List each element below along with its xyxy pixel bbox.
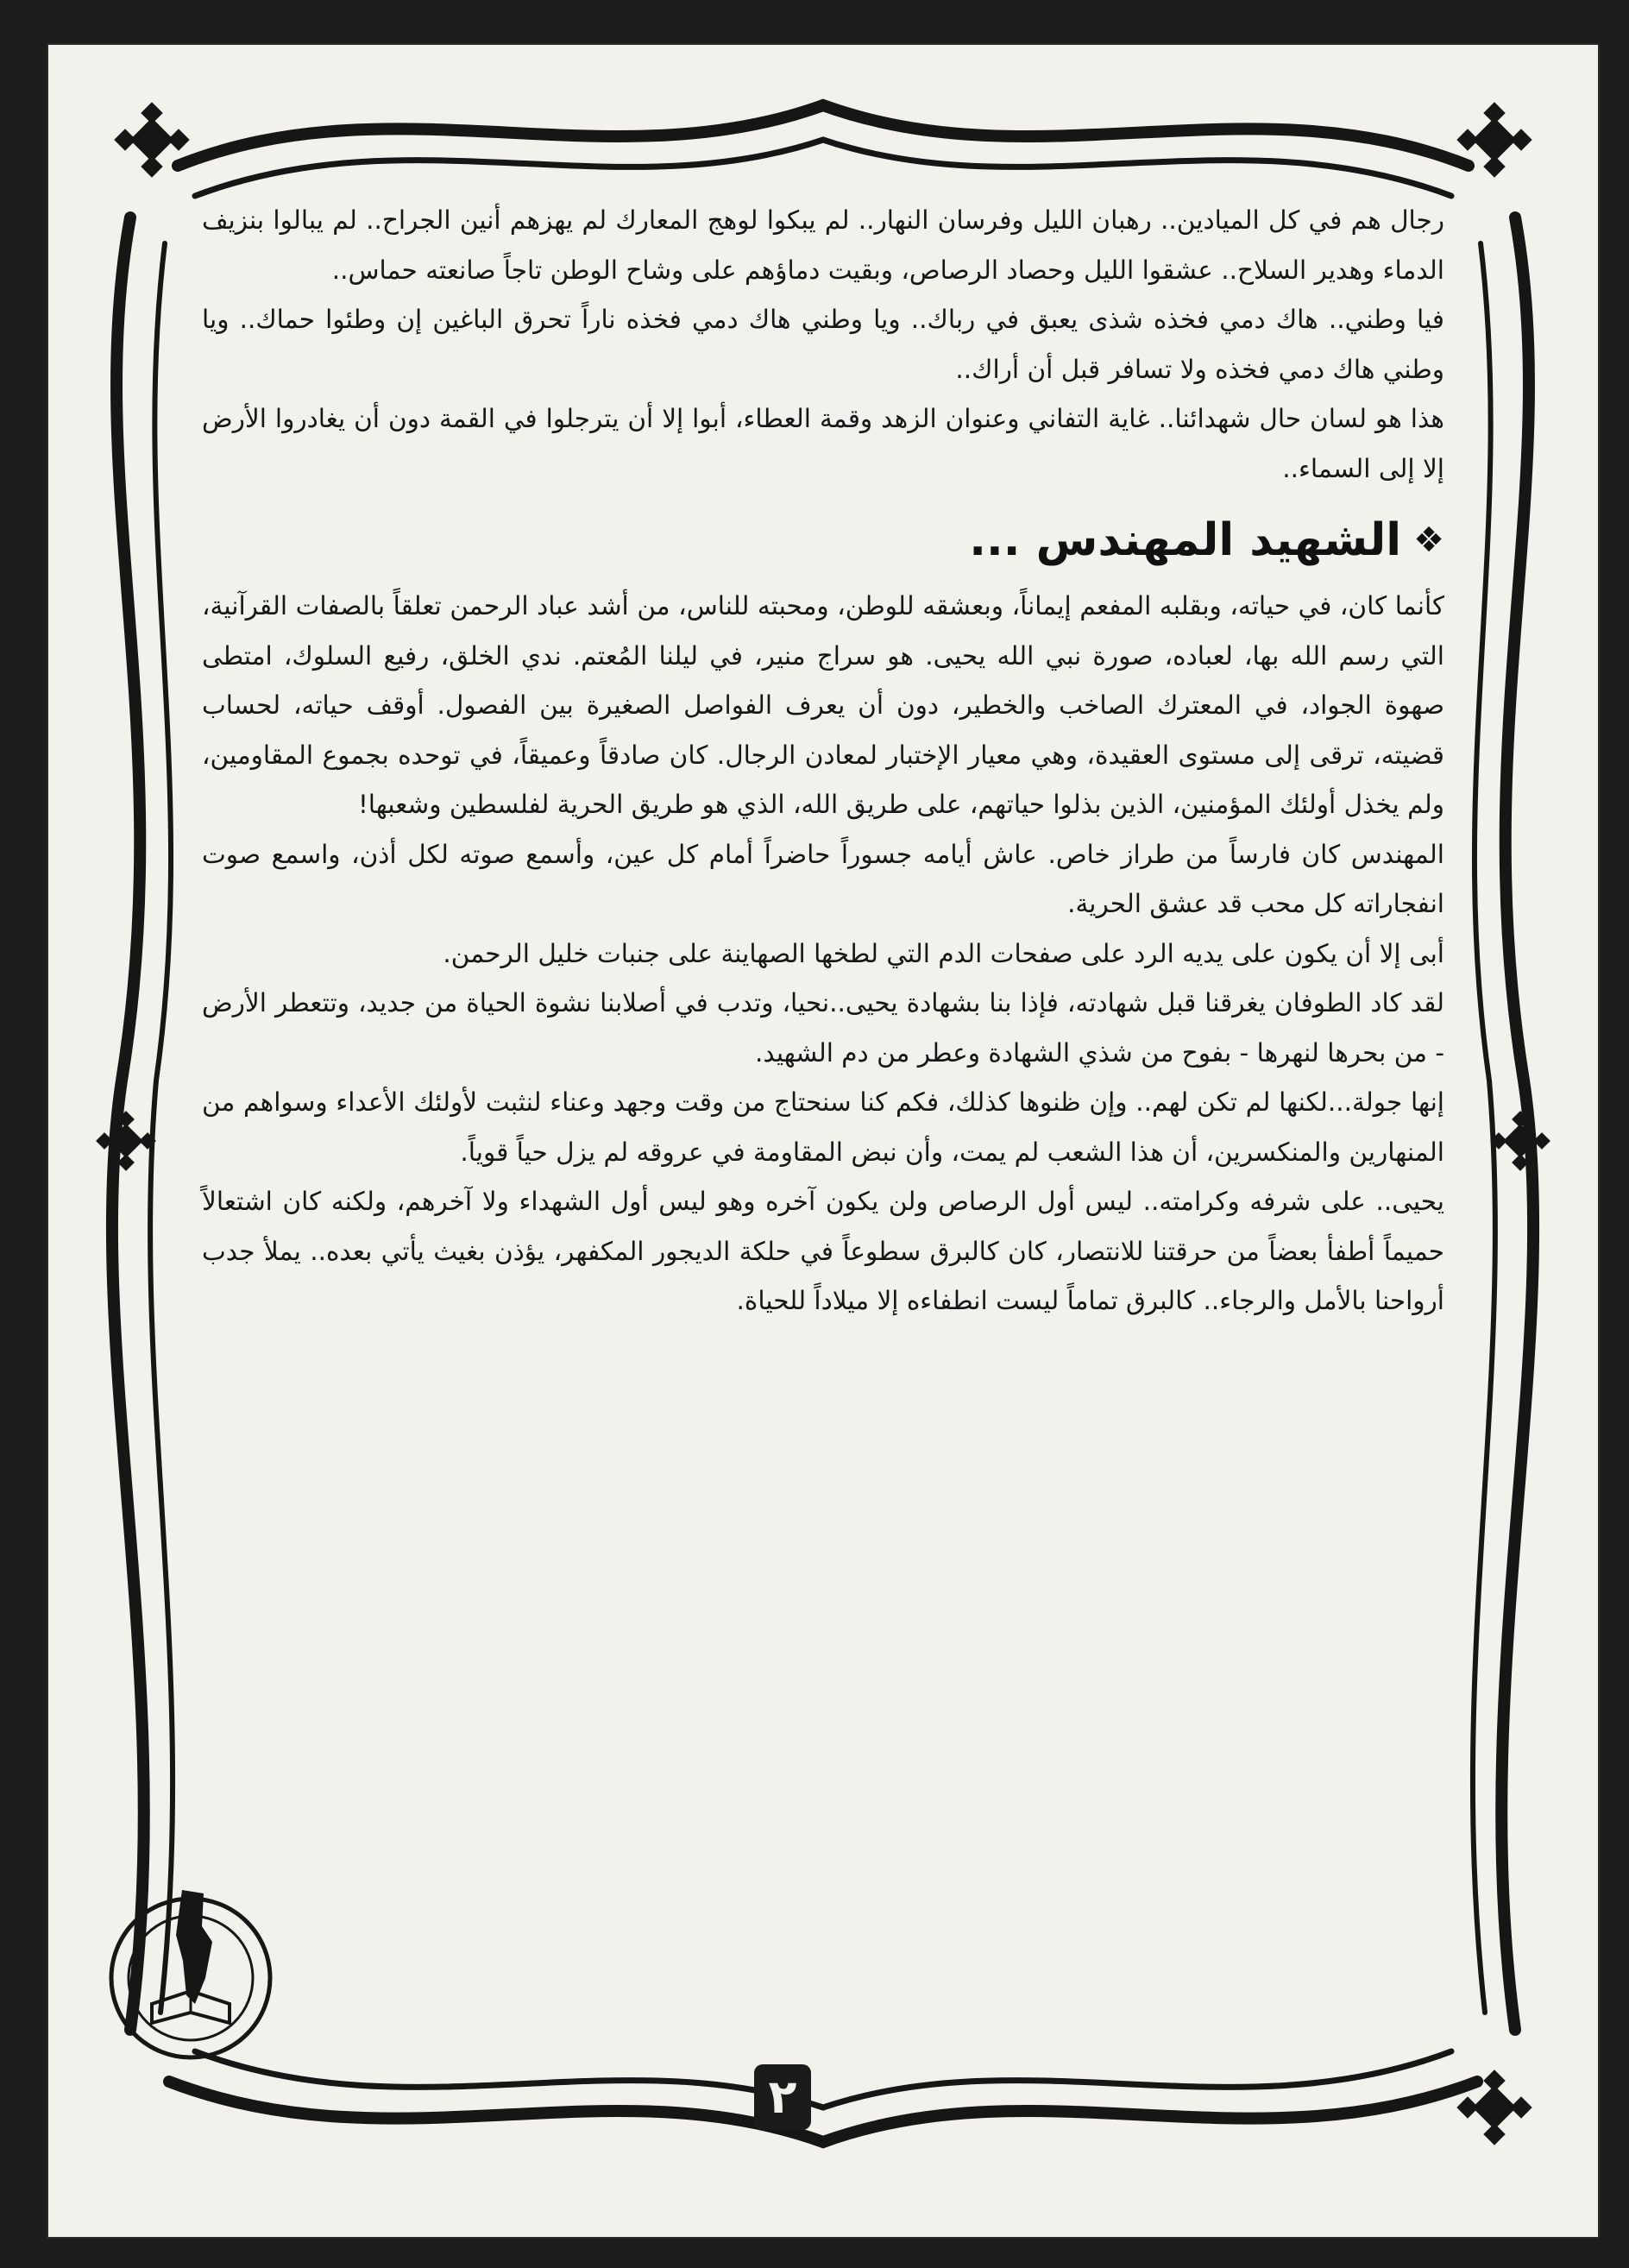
intro-paragraph-2: فيا وطني.. هاك دمي فخذه شذى يعبق في رباك.. ويا وطني هاك دمي فخذه ناراً تحرق الباغين إن وطئوا حماك.. ويا وطني هاك دمي فخذه ولا تسافر قبل أن أراك.. <box>202 305 1444 384</box>
intro-paragraph-3: هذا هو لسان حال شهدائنا.. غاية التفاني وعنوان الزهد وقمة العطاء، أبوا إلا أن يترجلوا في القمة دون أن يغادروا الأرض إلا إلى السماء.. <box>202 404 1444 483</box>
section-heading-text: الشهيد المهندس ... <box>969 514 1402 566</box>
document-page <box>48 45 1598 2237</box>
article-body <box>202 196 1444 1326</box>
body-paragraph-2: المهندس كان فارساً من طراز خاص. عاش أيامه جسوراً حاضراً أمام كل عين، وأسمع صوته لكل أذن، واسمع صوت انفجاراته كل محب قد عشق الحرية. <box>202 839 1444 918</box>
body-paragraph-4: لقد كاد الطوفان يغرقنا قبل شهادته، فإذا بنا بشهادة يحيى..نحيا، وتدب في أصلابنا نشوة الحياة من جديد، وتتعطر الأرض - من بحرها لنهرها - بفوح من شذي الشهادة وعطر من دم الشهيد. <box>202 988 1444 1068</box>
body-paragraph-1: كأنما كان، في حياته، وبقلبه المفعم إيماناً، وبعشقه للوطن، ومحبته للناس، من أشد عباد الرحمن تعلقاً بالصفات القرآنية، التي رسم الله بها، لعباده، صورة نبي الله يحيى. هو سراج منير، في ليلنا المُعتم. ندي الخلق، رفيع السلوك، امتطى صهوة الجواد، في المعترك الصاخب والخطير، دون أن يعرف الفواصل الصغيرة بين الفصول. أوقف حياته، لحساب قضيته، ترقى إلى مستوى العقيدة، وهي معيار الإختبار لمعادن الرجال. كان صادقاً وعميقاً، في توحده بجموع المقاومين، ولم يخذل أولئك المؤمنين، الذين بذلوا حياتهم، على طريق الله، الذي هو طريق الحرية لفلسطين وشعبها! <box>202 591 1444 819</box>
intro-paragraph-1: رجال هم في كل الميادين.. رهبان الليل وفرسان النهار.. لم يبكوا لوهج المعارك لم يهزهم أنين الجراح.. لم يبالوا بنزيف الدماء وهدير السلاح.. عشقوا الليل وحصاد الرصاص، وبقيت دماؤهم على وشاح الوطن تاجاً صانعته حماس.. <box>202 205 1444 285</box>
diamond-bullet-icon: ❖ <box>1413 520 1444 560</box>
body-paragraph-6: يحيى.. على شرفه وكرامته.. ليس أول الرصاص ولن يكون آخره وهو ليس أول الشهداء ولا آخرهم، ولكنه كان اشتعالاً حميماً أطفأ بعضاً من حرقتنا للانتصار، كان كالبرق سطوعاً في حلكة الديجور المكفهر، يؤذن بغيث يأتي بعده.. يملأ جدب أرواحنا بالأمل والرجاء.. كالبرق تماماً ليست انطفاءه إلا ميلاداً للحياة. <box>202 1187 1444 1315</box>
organization-logo-icon <box>100 1874 281 2064</box>
body-paragraph-5: إنها جولة...لكنها لم تكن لهم.. وإن ظنوها كذلك، فكم كنا سنحتاج من وقت وجهد وعناء لنثبت لأولئك الأعداء وسواهم من المنهارين والمنكسرين، أن هذا الشعب لم يمت، وأن نبض المقاومة في عروقه لم يزل حياً قوياً. <box>202 1087 1444 1167</box>
body-paragraph-3: أبى إلا أن يكون على يديه الرد على صفحات الدم التي لطخها الصهاينة على جنبات خليل الرحمن. <box>443 938 1444 968</box>
section-heading <box>202 502 1444 578</box>
page-number: ٢ <box>754 2064 811 2130</box>
